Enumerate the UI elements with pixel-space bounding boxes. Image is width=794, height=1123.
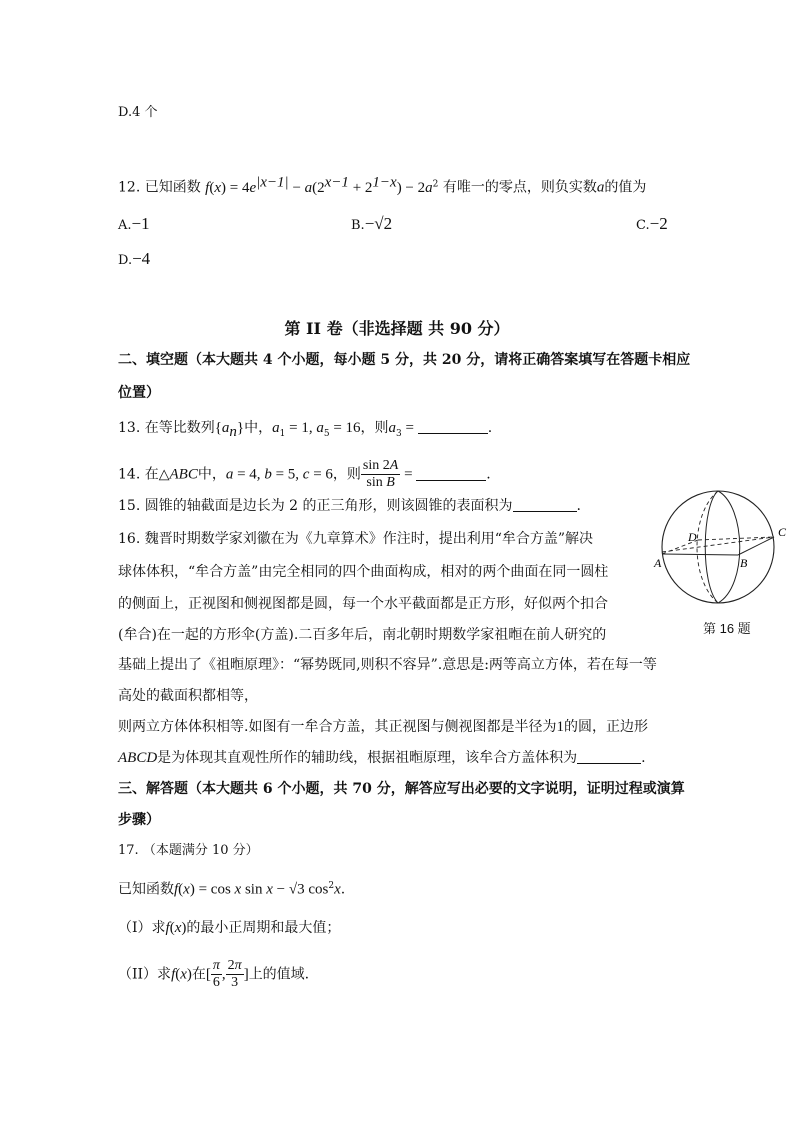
q12-text-end: 的值为 [604,179,647,196]
side-meridian [718,491,740,603]
q14: 14. 在△ABC中，a = 4, b = 5, c = 6，则 $\frac{\sin 2A}{\text{sin B}}$ = . [118,458,491,490]
q16-line1: 16. 魏晋时期数学家刘徽在为《九章算术》作注时，提出利用“牟合方盖”解决 [118,531,594,547]
q16-line7: 则两立方体体积相等.如图有一牟合方盖，其正视图与侧视图都是半径为1的圆，正边形 [118,719,648,735]
q17-stem: 已知函数f(x) = cos x sin x − √3 $\cos^2x$. [118,881,346,898]
q15-answer-blank [513,497,577,512]
edge-ab [662,554,738,555]
q11-option-d: D.4 个 [118,105,158,120]
label-a: A [654,556,662,570]
q12-option-d: D.−4 [118,249,151,268]
q12-option-a-value: −1 [131,214,150,233]
section2-title: 第 II 卷（非选择题 共 90 分） [284,319,510,338]
solve-header-line1: 三、解答题（本大题共 6 个小题，共 70 分，解答应写出必要的文字说明，证明过程或演算 [118,781,685,797]
q13: 13. 在等比数列$\{a_n\}$中，$a_1 = 1$, $a_5 = 16$，则$a_3$ = . [118,420,493,440]
solve-header-line2: 步骤） [118,812,160,828]
q16-line8: ABCD是为体现其直观性所作的辅助线，根据祖暅原理，该牟合方盖体积为 . [118,750,646,766]
q17-part1: （I）求f(x)的最小正周期和最大值； [118,920,341,936]
label-d: D [688,530,697,544]
q12-text-pre: 已知函数 [144,179,201,196]
fill-header-line2: 位置） [118,385,160,401]
front-meridian [705,491,718,603]
q12-text-post: 有唯一的零点，则负实数 [442,179,597,196]
q14-fraction: $\frac{\sin 2A}{\text{sin B}}$ [362,458,399,490]
q17-part2: （II）求f(x)在[ $\frac{\pi}{6}$ , $\frac{2\pi}{3}$ ]上的值域. [118,958,310,990]
q12-option-d-value: −4 [132,249,151,268]
q12-option-c: C.−2 [636,214,668,233]
q12-option-b: B.−√2 [351,214,393,233]
q12-number: 12. [118,179,141,196]
q14-answer-blank [416,466,486,481]
q12-formula: $f(x) = 4e^{|x-1|} - a(2^{x-1} + 2^{1-x}) - 2a^2$ [205,174,439,196]
q17-frac-pi6: $\frac{\pi}{6}$ [212,958,220,990]
q16-line5: 基础上提出了《祖暅原理》：“幂势既同,则积不容异”.意思是:两等高立方体，若在每一等 [118,657,657,673]
label-c: C [778,525,787,539]
q16-answer-blank [577,749,641,764]
q12-option-a: A.−1 [118,214,150,233]
q17-heading: 17. （本题满分 10 分） [118,843,259,858]
q16-figure-caption: 第 16 题 [703,621,751,636]
q13-answer-blank [418,419,488,434]
q16-figure-sphere [650,484,794,614]
label-b: B [740,556,748,570]
equator-hidden [662,537,774,552]
q16-line3: 的侧面上，正视图和侧视图都是圆，每一个水平截面都是正方形，好似两个扣合 [118,596,608,612]
q15: 15. 圆锥的轴截面是边长为 2 的正三角形，则该圆锥的表面积为 . [118,498,581,514]
sphere-outline [662,491,774,603]
q16-line6: 高处的截面积都相等， [118,688,258,704]
q16-line4: (牟合)在一起的方形伞(方盖).二百多年后，南北朝时期数学家祖暅在前人研究的 [118,627,607,643]
q16-line2: 球体体积，“牟合方盖”由完全相同的四个曲面构成，相对的两个曲面在同一圆柱 [118,564,609,580]
q12-stem: 12. 已知函数 $f(x) = 4e^{|x-1|} - a(2^{x-1} + 2^{1-x}) - 2a^2$ 有唯一的零点，则负实数a的值为 [118,174,647,196]
q12-option-c-value: −2 [649,214,668,233]
fill-header-line1: 二、填空题（本大题共 4 个小题，每小题 5 分，共 20 分，请将正确答案填写在答题卡相应 [118,352,691,368]
q17-frac-2pi3: $\frac{2\pi}{3}$ [227,958,242,990]
q12-option-b-value: −√2 [364,214,393,233]
